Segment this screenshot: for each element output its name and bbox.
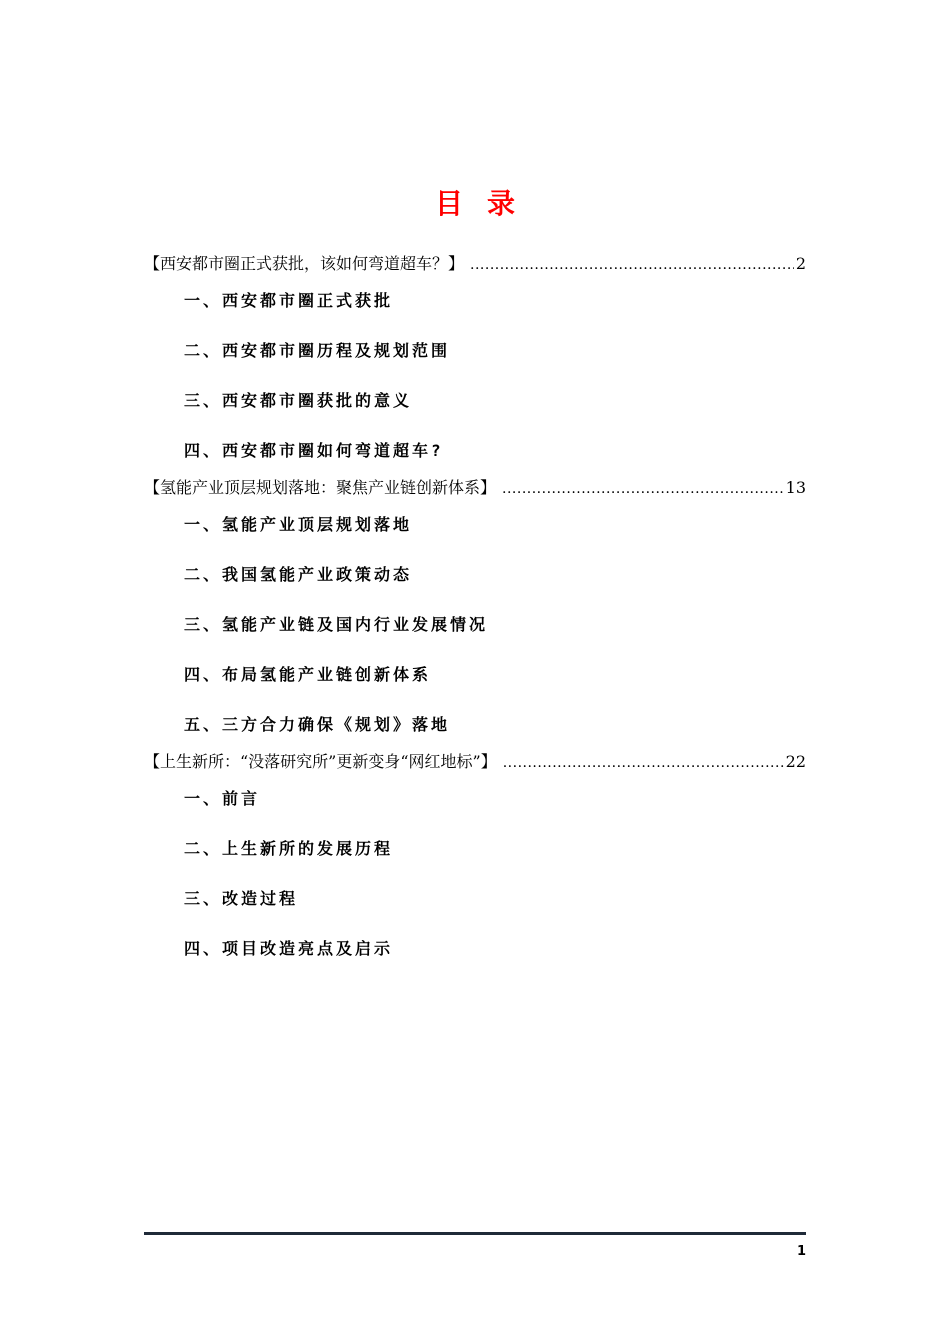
- page-number: 13: [785, 478, 806, 497]
- toc-subitem[interactable]: 二、西安都市圈历程及规划范围: [184, 341, 451, 360]
- toc-entry-section-2[interactable]: [144, 475, 806, 501]
- toc-subitem[interactable]: 一、前言: [184, 789, 261, 808]
- toc-subitem[interactable]: 四、项目改造亮点及启示: [184, 939, 394, 958]
- toc-subitem[interactable]: 五、三方合力确保《规划》落地: [184, 715, 451, 734]
- dot-leader: [470, 251, 794, 278]
- toc-subitem[interactable]: 三、西安都市圈获批的意义: [184, 391, 413, 410]
- toc-subitem[interactable]: 三、改造过程: [184, 889, 299, 908]
- page-number: 2: [795, 254, 806, 273]
- toc-subitem[interactable]: 二、我国氢能产业政策动态: [184, 565, 413, 584]
- dot-leader: [502, 475, 784, 502]
- page-number: 22: [785, 752, 806, 771]
- toc-subitem[interactable]: 二、上生新所的发展历程: [184, 839, 394, 858]
- footer-page-number: 1: [796, 1244, 806, 1259]
- toc-subitem[interactable]: 四、布局氢能产业链创新体系: [184, 665, 432, 684]
- toc-entry-section-3[interactable]: [144, 749, 806, 775]
- section-title: 【西安都市圈正式获批，该如何弯道超车？】: [144, 254, 465, 273]
- toc-entry-section-1[interactable]: [144, 251, 806, 277]
- toc-subitem[interactable]: 一、西安都市圈正式获批: [184, 291, 394, 310]
- dot-leader: [503, 749, 784, 776]
- footer-rule: [144, 1232, 806, 1235]
- toc-subitem[interactable]: 三、氢能产业链及国内行业发展情况: [184, 615, 489, 634]
- toc-subitem[interactable]: 一、氢能产业顶层规划落地: [184, 515, 413, 534]
- toc-title: 目录: [434, 187, 539, 220]
- section-title: 【上生新所：“没落研究所”更新变身“网红地标”】: [144, 752, 497, 771]
- section-title: 【氢能产业顶层规划落地：聚焦产业链创新体系】: [144, 478, 497, 497]
- toc-subitem[interactable]: 四、西安都市圈如何弯道超车?: [184, 441, 444, 460]
